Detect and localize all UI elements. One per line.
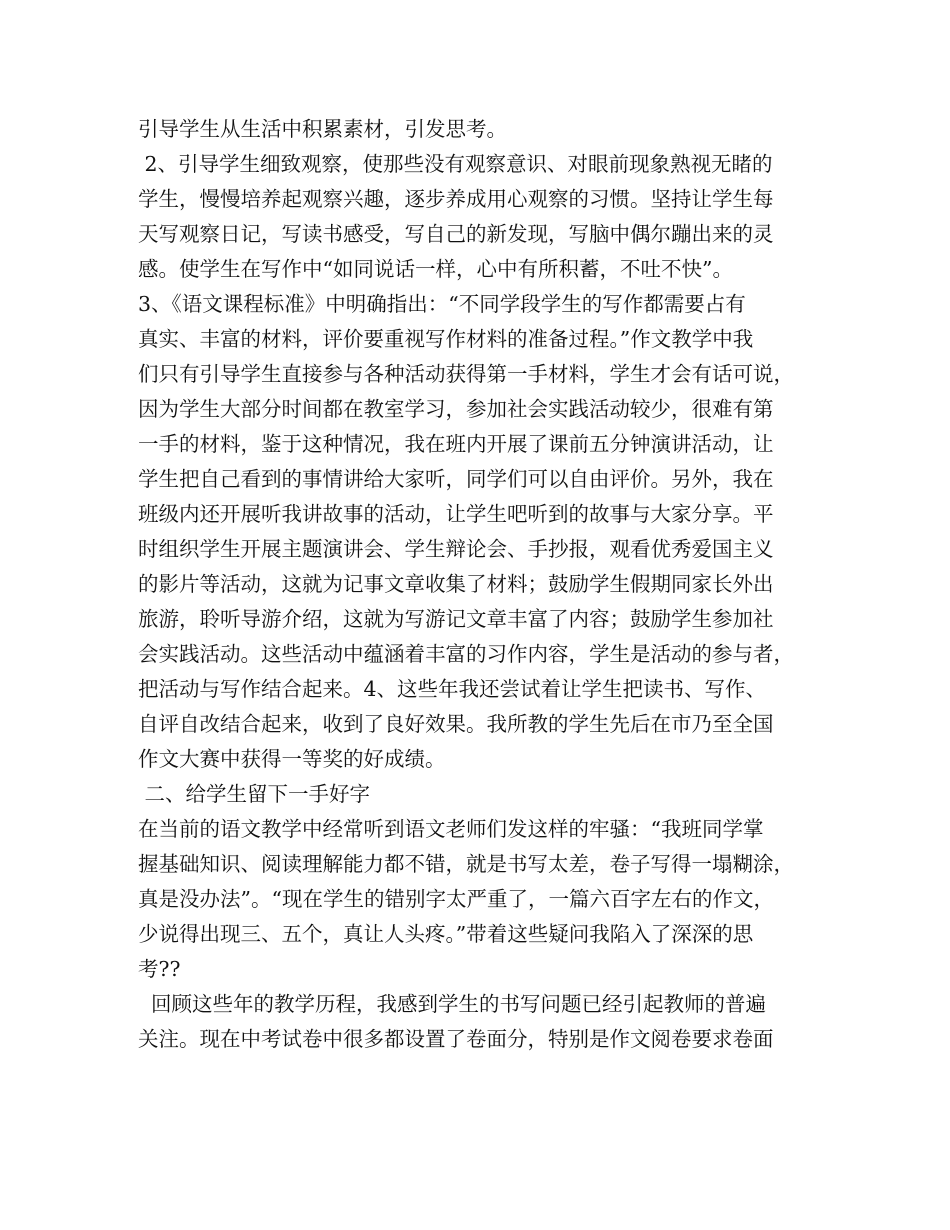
text-line: 旅游，聆听导游介绍，这就为写游记文章丰富了内容；鼓励学生参加社 — [138, 607, 774, 631]
text-line: 真实、丰富的材料，评价要重视写作材料的准备过程。”作文教学中我 — [138, 327, 754, 351]
text-line: 作文大赛中获得一等奖的好成绩。 — [138, 747, 446, 771]
text-line: 因为学生大部分时间都在教室学习，参加社会实践活动较少，很难有第 — [138, 397, 774, 421]
text-line: 握基础知识、阅读理解能力都不错，就是书写太差，卷子写得一塌糊涂， — [138, 852, 794, 876]
text-line: 时组织学生开展主题演讲会、学生辩论会、手抄报，观看优秀爱国主义 — [138, 537, 774, 561]
text-line: 自评自改结合起来，收到了良好效果。我所教的学生先后在市乃至全国 — [138, 712, 774, 736]
text-line: 少说得出现三、五个，真让人头疼。”带着这些疑问我陷入了深深的思 — [138, 922, 754, 946]
text-line: 会实践活动。这些活动中蕴涵着丰富的习作内容，学生是活动的参与者， — [138, 642, 794, 666]
text-line: 2、引导学生细致观察，使那些没有观察意识、对眼前现象熟视无睹的 — [138, 152, 773, 176]
text-line: 回顾这些年的教学历程，我感到学生的书写问题已经引起教师的普遍 — [138, 992, 767, 1016]
text-line: 学生把自己看到的事情讲给大家听，同学们可以自由评价。另外，我在 — [138, 467, 774, 491]
body-text — [138, 112, 838, 1057]
text-line: 班级内还开展听我讲故事的活动，让学生吧听到的故事与大家分享。平 — [138, 502, 774, 526]
text-line: 的影片等活动，这就为记事文章收集了材料；鼓励学生假期同家长外出 — [138, 572, 774, 596]
text-line: 感。使学生在写作中“如同说话一样，心中有所积蓄，不吐不快”。 — [138, 257, 733, 281]
text-line: 们只有引导学生直接参与各种活动获得第一手材料，学生才会有话可说， — [138, 362, 794, 386]
text-line: 关注。现在中考试卷中很多都设置了卷面分，特别是作文阅卷要求卷面 — [138, 1027, 774, 1051]
text-line: 把活动与写作结合起来。4、这些年我还尝试着让学生把读书、写作、 — [138, 677, 767, 701]
text-line: 一手的材料，鉴于这种情况，我在班内开展了课前五分钟演讲活动，让 — [138, 432, 774, 456]
text-line: 考?? — [138, 957, 181, 981]
text-line: 3、《语文课程标准》中明确指出：“不同学段学生的写作都需要占有 — [138, 292, 746, 316]
text-line: 引导学生从生活中积累素材，引发思考。 — [138, 117, 507, 141]
section-heading: 二、给学生留下一手好字 — [138, 782, 371, 806]
text-line: 在当前的语文教学中经常听到语文老师们发这样的牢骚：“我班同学掌 — [138, 817, 764, 841]
text-line: 学生，慢慢培养起观察兴趣，逐步养成用心观察的习惯。坚持让学生每 — [138, 187, 774, 211]
text-line: 天写观察日记，写读书感受，写自己的新发现，写脑中偶尔蹦出来的灵 — [138, 222, 774, 246]
text-line: 真是没办法”。“现在学生的错别字太严重了，一篇六百字左右的作文， — [138, 887, 774, 911]
